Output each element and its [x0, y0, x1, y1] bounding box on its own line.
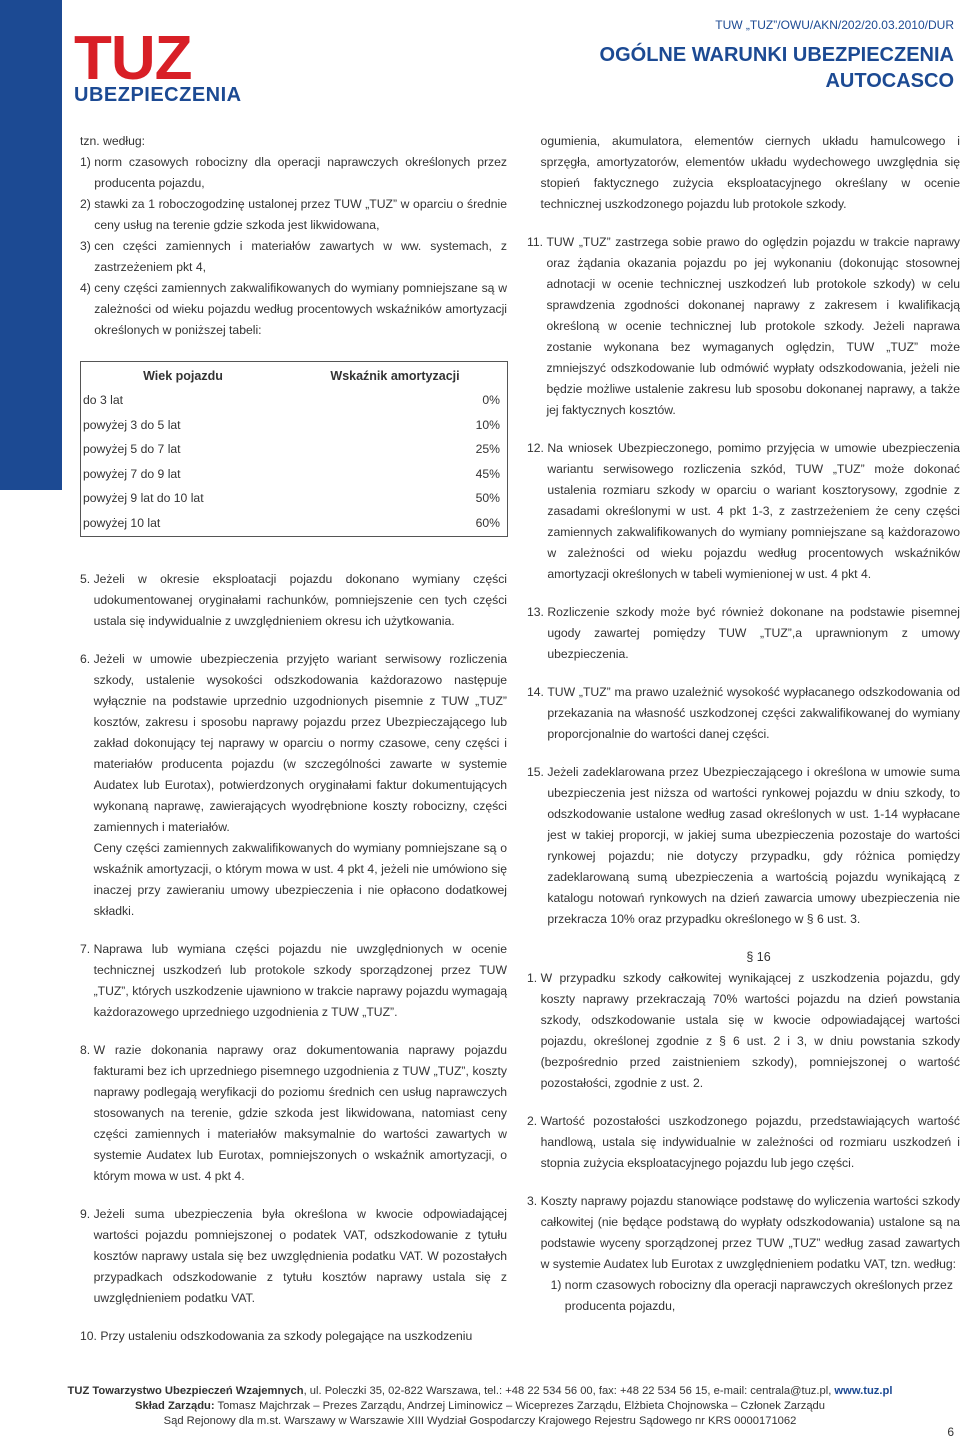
- list-item: 3) cen części zamiennych i materiałów zawartych w ww. systemach, z zastrzeżeniem pkt 4,: [80, 239, 507, 274]
- page-footer: [0, 1384, 960, 1429]
- paragraph-14: 14. TUW „TUZ” ma prawo uzależnić wysokość wypłacanego odszkodowania od przekazania na własność uszkodzonej części zakwalifikowanej do wymiany proporcjonalnie do wartości danej części.: [527, 685, 960, 741]
- company-name: TUZ Towarzystwo Ubezpieczeń Wzajemnych: [67, 1385, 304, 1397]
- section-heading: § 16: [746, 950, 771, 964]
- column-header-rate: Wskaźnik amortyzacji: [330, 369, 460, 383]
- table-row: powyżej 9 lat do 10 lat 50%: [83, 491, 500, 506]
- left-column-top: [80, 131, 507, 341]
- table-row: powyżej 7 do 9 lat 45%: [83, 466, 500, 481]
- column-header-age: Wiek pojazdu: [143, 369, 223, 383]
- table-header: [81, 362, 507, 388]
- table-row: powyżej 3 do 5 lat 10%: [83, 417, 500, 432]
- document-title-line2: AUTOCASCO: [825, 70, 954, 92]
- right-column: [527, 131, 960, 1317]
- paragraph-8: 8. W razie dokonania naprawy oraz dokumentowania naprawy pojazdu fakturami bez ich uprzedniego pisemnego uzgodnienia z TUW „TUZ”, koszty naprawy podlegają weryfikacji do poziomu średnich cen usług naprawczych stosowanych na terenie, gdzie szkoda jest likwidowana, natomiast ceny części zamiennych i materiałów maksymalnie do wartości zawartych w systemie Audatex lub Eurotax, pomniejszonych o wskaźnik amortyzacji, o którym mowa w ust. 4 pkt 4.: [80, 1043, 507, 1183]
- list-item: 2) stawki za 1 roboczogodzinę ustalonej przez TUW „TUZ” w oparciu o średnie ceny usług na terenie gdzie szkoda jest likwidowana,: [80, 197, 507, 232]
- paragraph-12: 12. Na wniosek Ubezpieczonego, pomimo przyjęcia w umowie ubezpieczenia wariantu serwisowego rozliczenia szkód, TUW „TUZ” może dokonać ustalenia rozmiaru szkody w oparciu o wariant kosztorysowy, zgodnie z zasadami określonymi w ust. 4 pkt 1-3, z zastrzeżeniem że ceny części zamiennych zakwalifikowanych do wymiany pomniejszane są każdorazowo w zależności od wieku pojazdu według procentowych wskaźników amortyzacji określonych w tabeli wymienionej w ust. 4 pkt 4.: [527, 441, 960, 581]
- document-code: TUW „TUZ”/OWU/AKN/202/20.03.2010/DUR: [715, 18, 954, 32]
- footer-line-1: [0, 1384, 960, 1399]
- intro-text: tzn. według:: [80, 134, 146, 148]
- tuz-logo-subtitle: UBEZPIECZENIA: [74, 84, 242, 106]
- paragraph-10: 10. Przy ustaleniu odszkodowania za szkody polegające na uszkodzeniu: [80, 1329, 473, 1343]
- document-title: [600, 42, 954, 94]
- section-16-item-2: 2. Wartość pozostałości uszkodzonego pojazdu, przedstawiających wartość handlową, ustala się indywidualnie w zależności od rozmiaru uszkodzeń i stopnia zużycia eksploatacyjnego pojazdu lub jego części.: [527, 1114, 960, 1170]
- list-item: 1) norm czasowych robocizny dla operacji naprawczych określonych przez producenta pojazdu,: [550, 1278, 953, 1313]
- company-address: , ul. Poleczki 35, 02-822 Warszawa, tel.: +48 22 534 56 00, fax: +48 22 534 56 15, e-mail: centrala@tuz.pl,: [303, 1385, 835, 1397]
- paragraph-9: 9. Jeżeli suma ubezpieczenia była określona w kwocie odpowiadającej wartości pojazdu pomniejszonej o podatek VAT, odszkodowanie z tytułu kosztów naprawy ustala się bez uwzględnienia podatku VAT. W pozostałych przypadkach odszkodowanie z tytułu kosztów naprawy ustala się z uwzględnieniem podatku VAT.: [80, 1207, 507, 1305]
- footer-line-3: Sąd Rejonowy dla m.st. Warszawy w Warszawie XIII Wydział Gospodarczy Krajowego Rejestru Sądowego nr KRS 0000171062: [163, 1415, 797, 1427]
- list-item: 1) norm czasowych robocizny dla operacji naprawczych określonych przez producenta pojazdu,: [80, 155, 507, 190]
- section-16-item-1: 1. W przypadku szkody całkowitej wynikającej z uszkodzenia pojazdu, gdy koszty naprawy przekraczają 70% wartości pojazdu na dzień powstania szkody, odszkodowanie ustala się w kwocie odpowiadającej wartości pojazdu, określonej zgodnie z § 6 ust. 2 i 3, w dniu powstania szkody (bezpośrednio przed zaistnieniem szkody), pomniejszonej o wartość pozostałości, zgodnie z ust. 2.: [527, 971, 960, 1090]
- website-link[interactable]: www.tuz.pl: [834, 1385, 893, 1397]
- board-label: Skład Zarządu:: [135, 1400, 215, 1412]
- paragraph-13: 13. Rozliczenie szkody może być również dokonane na podstawie pisemnej ugody zawartej pomiędzy TUW „TUZ”,a uprawnionym z umowy ubezpieczenia.: [527, 605, 960, 661]
- table-row: do 3 lat 0%: [83, 393, 500, 407]
- board-members: Tomasz Majchrzak – Prezes Zarządu, Andrzej Liminowicz – Wiceprezes Zarządu, Elżbieta Chojnowska – Członek Zarządu: [214, 1400, 825, 1412]
- side-accent-bar: [0, 0, 62, 490]
- section-16-item-3: 3. Koszty naprawy pojazdu stanowiące podstawę do wyliczenia wartości szkody całkowitej (nie będące podstawą do wypłaty odszkodowania) ustalone są na podstawie wyceny sporządzonej przez TUW „TUZ” według zasad zawartych w systemie Audatex lub Eurotax z uwzględnieniem podatku VAT, tzn. według: 1) norm czasowych robocizny dla operacji naprawczych określonych przez producenta pojazdu,: [527, 1191, 960, 1317]
- paragraph-11: 11. TUW „TUZ” zastrzega sobie prawo do oględzin pojazdu w trakcie naprawy oraz żądania okazania pojazdu po jej wykonaniu (dokonując stosownej adnotacji w ocenie technicznej uszkodzeń lub protokole szkody) w celu sprawdzenia zgodności dokonanej naprawy z zakresem i kwalifikacją określoną w ocenie technicznej lub protokole szkody. Jeżeli naprawa zostanie wykonana bez wymaganych oględzin, TUW „TUZ” może zmniejszyć odszkodowanie lub odmówić wypłaty odszkodowania, jeżeli nie będzie możliwe ustalenie zakresu lub sposobu dokonanej naprawy, a także jej faktycznych kosztów.: [527, 235, 960, 417]
- table-row: powyżej 10 lat 60%: [83, 515, 500, 530]
- tuz-logo: TUZ: [74, 24, 192, 93]
- left-column-bottom: [80, 569, 507, 1347]
- paragraph-10-continued: ogumienia, akumulatora, elementów ciernych układu hamulcowego i sprzęgła, amortyzatorów, elementów układu wydechowego uwzględnia się stopień faktycznego zużycia eksploatacyjnego określany w ocenie technicznej uszkodzonego pojazdu lub protokole szkody.: [540, 134, 960, 211]
- footer-line-2: [0, 1399, 960, 1414]
- document-title-line1: OGÓLNE WARUNKI UBEZPIECZENIA: [599, 44, 954, 66]
- paragraph-5: 5. Jeżeli w okresie eksploatacji pojazdu dokonano wymiany części udokumentowanej oryginałami rachunków, pomniejszenie cen tych części ustala się indywidualnie z uwzględnieniem okresu ich użytkowania.: [80, 572, 507, 628]
- amortization-table: [80, 361, 508, 537]
- paragraph-15: 15. Jeżeli zadeklarowana przez Ubezpieczającego i określona w umowie suma ubezpieczenia jest niższa od wartości rynkowej pojazdu w dniu szkody, to odszkodowanie ustalone według zasad określonych w ust. 1-14 wypłacane jest w takiej proporcji, w jakiej suma ubezpieczenia pozostaje do wartości rynkowej pojazdu; nie dotyczy przypadku, gdy różnica pomiędzy zadeklarowaną sumą ubezpieczenia a wartością pojazdu wynikającą z katalogu notowań rynkowych na dzień zawarcia umowy ubezpieczenia nie przekracza 10% oraz przypadku określonego w § 6 ust. 3.: [527, 765, 960, 926]
- page-number: 6: [947, 1425, 954, 1439]
- table-row: powyżej 5 do 7 lat 25%: [83, 442, 500, 457]
- paragraph-7: 7. Naprawa lub wymiana części pojazdu nie uwzględnionych w ocenie technicznej uszkodzeń lub protokole szkody sporządzonej przez TUW „TUZ”, których uszkodzenie ujawniono w trakcie naprawy pojazdu wymagają każdorazowego uprzedniego uzgodnienia z TUW „TUZ”.: [80, 942, 507, 1019]
- paragraph-6: 6. Jeżeli w umowie ubezpieczenia przyjęto wariant serwisowy rozliczenia szkody, ustalenie wysokości odszkodowania każdorazowo następuje wyłącznie na podstawie uprzednio uzgodnionych pisemnie z TUW „TUZ” kosztów, zakresu i sposobu naprawy pojazdu przez Ubezpieczającego lub zakład dokonujący tej naprawy w oparciu o normy czasowe, ceny części i materiałów producenta pojazdu (w szczególności zawarte w systemie Audatex lub Eurotax), potwierdzonych oryginałami faktur dokumentujących wykonaną naprawę, zawierających wyodrębnione koszty robocizny, części zamiennych i materiałów. Ceny części zamiennych zakwalifikowanych do wymiany pomniejszane są o wskaźnik amortyzacji, o którym mowa w ust. 4 pkt 4, jeżeli nie umówiono się inaczej przy zawieraniu umowy ubezpieczenia i nie opłacono dodatkowej składki.: [80, 652, 507, 918]
- list-item: 4) ceny części zamiennych zakwalifikowanych do wymiany pomniejszane są w zależności od wieku pojazdu według procentowych wskaźników amortyzacji określonych w poniższej tabeli:: [80, 281, 507, 337]
